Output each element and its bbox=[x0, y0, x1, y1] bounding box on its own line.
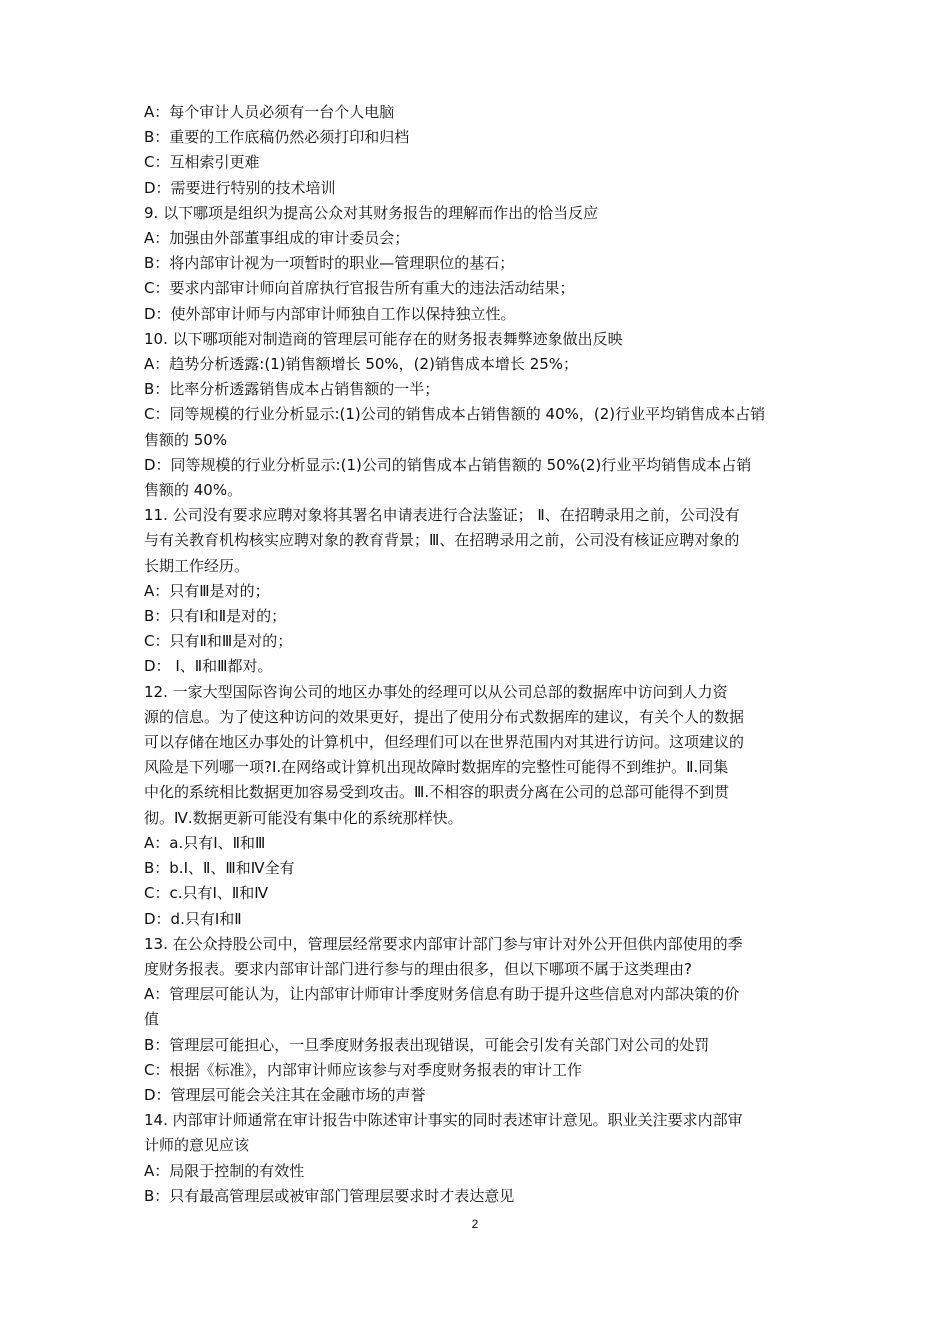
text-line: C：根据《标准》，内部审计师应该参与对季度财务报表的审计工作 bbox=[144, 1060, 582, 1079]
text-line: 彻。Ⅳ.数据更新可能没有集中化的系统那样快。 bbox=[144, 808, 463, 827]
text-line: 14. 内部审计师通常在审计报告中陈述审计事实的同时表述审计意见。职业关注要求内部审 bbox=[144, 1111, 743, 1130]
text-line: 与有关教育机构核实应聘对象的教育背景；Ⅲ、在招聘录用之前，公司没有核证应聘对象的 bbox=[144, 531, 740, 550]
text-line: 中化的系统相比数据更加容易受到攻击。Ⅲ.不相容的职责分离在公司的总部可能得不到贯 bbox=[144, 783, 730, 802]
text-line: B：将内部审计视为一项暂时的职业—管理职位的基石； bbox=[144, 254, 515, 273]
text-line: 10. 以下哪项能对制造商的管理层可能存在的财务报表舞弊迹象做出反映 bbox=[144, 329, 623, 348]
text-line: D： Ⅰ、Ⅱ和Ⅲ都对。 bbox=[144, 657, 273, 676]
text-line: C：互相索引更难 bbox=[144, 153, 260, 172]
text-line: C：要求内部审计师向首席执行官报告所有重大的违法活动结果； bbox=[144, 279, 575, 298]
text-line: B：管理层可能担心，一旦季度财务报表出现错误，可能会引发有关部门对公司的处罚 bbox=[144, 1035, 710, 1054]
text-line: A：a.只有Ⅰ、Ⅱ和Ⅲ bbox=[144, 833, 266, 852]
text-line: B：只有最高管理层或被审部门管理层要求时才表达意见 bbox=[144, 1186, 515, 1205]
text-line: A：每个审计人员必须有一台个人电脑 bbox=[144, 103, 395, 121]
text-line: B：b.Ⅰ、Ⅱ、Ⅲ和Ⅳ全有 bbox=[144, 859, 295, 878]
text-line: 风险是下列哪一项?Ⅰ.在网络或计算机出现故障时数据库的完整性可能得不到维护。Ⅱ.同集 bbox=[144, 758, 729, 777]
text-line: 12. 一家大型国际咨询公司的地区办事处的经理可以从公司总部的数据库中访问到人力资 bbox=[144, 682, 728, 701]
text-line: 9. 以下哪项是组织为提高公众对其财务报告的理解而作出的恰当反应 bbox=[144, 203, 599, 222]
text-line: A：加强由外部董事组成的审计委员会； bbox=[144, 229, 410, 248]
text-line: D：需要进行特别的技术培训 bbox=[144, 178, 336, 197]
text-line: C：只有Ⅱ和Ⅲ是对的； bbox=[144, 632, 293, 651]
text-line: B：比率分析透露销售成本占销售额的一半； bbox=[144, 380, 440, 399]
text-line: 值 bbox=[144, 1010, 160, 1029]
text-line: 度财务报表。要求内部审计部门进行参与的理由很多，但以下哪项不属于这类理由? bbox=[144, 959, 692, 978]
text-line: B：只有Ⅰ和Ⅱ是对的； bbox=[144, 607, 287, 626]
text-line: A：只有Ⅲ是对的； bbox=[144, 581, 270, 600]
text-line: C：c.只有Ⅰ、Ⅱ和Ⅳ bbox=[144, 884, 269, 903]
text-line: D：同等规模的行业分析显示:(1)公司的销售成本占销售额的 50%(2)行业平均销售成本占销 bbox=[144, 455, 752, 474]
text-line: 源的信息。为了使这种访问的效果更好，提出了使用分布式数据库的建议，有关个人的数据 bbox=[144, 707, 745, 726]
document-body bbox=[144, 100, 812, 1209]
text-line: B：重要的工作底稿仍然必须打印和归档 bbox=[144, 128, 410, 147]
text-line: 计师的意见应该 bbox=[144, 1136, 250, 1155]
text-line: A：趋势分析透露:(1)销售额增长 50%，(2)销售成本增长 25%； bbox=[144, 355, 579, 374]
text-line: 11. 公司没有要求应聘对象将其署名申请表进行合法鉴证； Ⅱ、在招聘录用之前，公司没有 bbox=[144, 506, 740, 525]
text-line: D：管理层可能会关注其在金融市场的声誉 bbox=[144, 1085, 426, 1104]
text-line: 可以存储在地区办事处的计算机中，但经理们可以在世界范围内对其进行访问。这项建议的 bbox=[144, 733, 745, 752]
page-number: 2 bbox=[471, 1217, 479, 1231]
text-line: 售额的 50% bbox=[144, 430, 228, 449]
text-line: D：使外部审计师与内部审计师独自工作以保持独立性。 bbox=[144, 304, 516, 323]
text-line: C：同等规模的行业分析显示:(1)公司的销售成本占销售额的 40%，(2)行业平均销售成本占销 bbox=[144, 405, 766, 424]
text-line: A：局限于控制的有效性 bbox=[144, 1161, 305, 1180]
text-line: 长期工作经历。 bbox=[144, 556, 250, 575]
text-line: D：d.只有Ⅰ和Ⅱ bbox=[144, 909, 242, 928]
text-line: 售额的 40%。 bbox=[144, 481, 243, 500]
text-line: A：管理层可能认为，让内部审计师审计季度财务信息有助于提升这些信息对内部决策的价 bbox=[144, 985, 740, 1004]
text-line: 13. 在公众持股公司中，管理层经常要求内部审计部门参与审计对外公开但供内部使用的季 bbox=[144, 934, 743, 953]
